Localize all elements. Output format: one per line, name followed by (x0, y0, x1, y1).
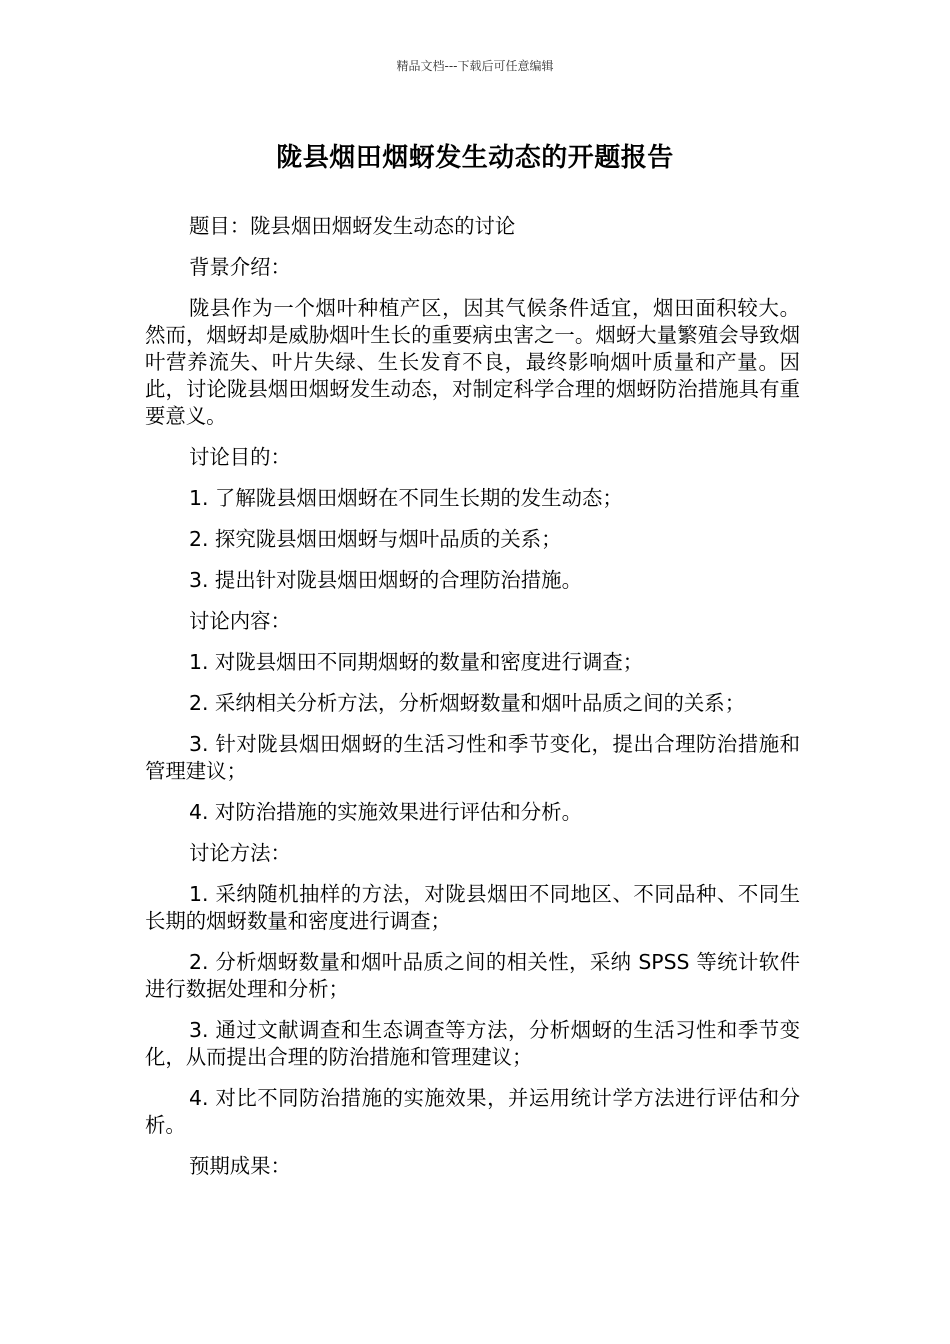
purpose-item: 3. 提出针对陇县烟田烟蚜的合理防治措施。 (189, 568, 582, 592)
content-item: 1. 对陇县烟田不同期烟蚜的数量和密度进行调查； (189, 650, 644, 674)
background-paragraph: 陇县作为一个烟叶种植产区，因其气候条件适宜，烟田面积较大。然而，烟蚜却是威胁烟叶生长的重要病虫害之一。烟蚜大量繁殖会导致烟叶营养流失、叶片失绿、生长发育不良，最终影响烟叶质量和产量。因此，讨论陇县烟田烟蚜发生动态，对制定科学合理的烟蚜防治措施具有重要意义。 (145, 296, 800, 428)
content-item: 4. 对防治措施的实施效果进行评估和分析。 (189, 800, 582, 824)
background-heading: 背景介绍： (189, 255, 291, 279)
method-item: 4. 对比不同防治措施的实施效果，并运用统计学方法进行评估和分析。 (145, 1086, 800, 1137)
method-item: 3. 通过文献调查和生态调查等方法，分析烟蚜的生活习性和季节变化，从而提出合理的防治措施和管理建议； (145, 1018, 800, 1069)
document-title: 陇县烟田烟蚜发生动态的开题报告 (276, 143, 674, 173)
method-heading: 讨论方法： (189, 841, 291, 865)
page-header: 精品文档---下载后可任意编辑 (396, 59, 554, 73)
outcome-heading: 预期成果： (189, 1154, 291, 1178)
content-item: 3. 针对陇县烟田烟蚜的生活习性和季节变化，提出合理防治措施和管理建议； (145, 732, 800, 783)
document-body (145, 213, 800, 1194)
method-item: 2. 分析烟蚜数量和烟叶品质之间的相关性，采纳 SPSS 等统计软件进行数据处理和分析； (145, 950, 800, 1001)
purpose-item: 2. 探究陇县烟田烟蚜与烟叶品质的关系； (189, 527, 562, 551)
method-item: 1. 采纳随机抽样的方法，对陇县烟田不同地区、不同品种、不同生长期的烟蚜数量和密度进行调查； (145, 882, 800, 933)
content-heading: 讨论内容： (189, 609, 291, 633)
topic-line: 题目：陇县烟田烟蚜发生动态的讨论 (189, 214, 516, 238)
purpose-item: 1. 了解陇县烟田烟蚜在不同生长期的发生动态； (189, 486, 623, 510)
content-item: 2. 采纳相关分析方法，分析烟蚜数量和烟叶品质之间的关系； (189, 691, 746, 715)
purpose-heading: 讨论目的： (189, 445, 291, 469)
